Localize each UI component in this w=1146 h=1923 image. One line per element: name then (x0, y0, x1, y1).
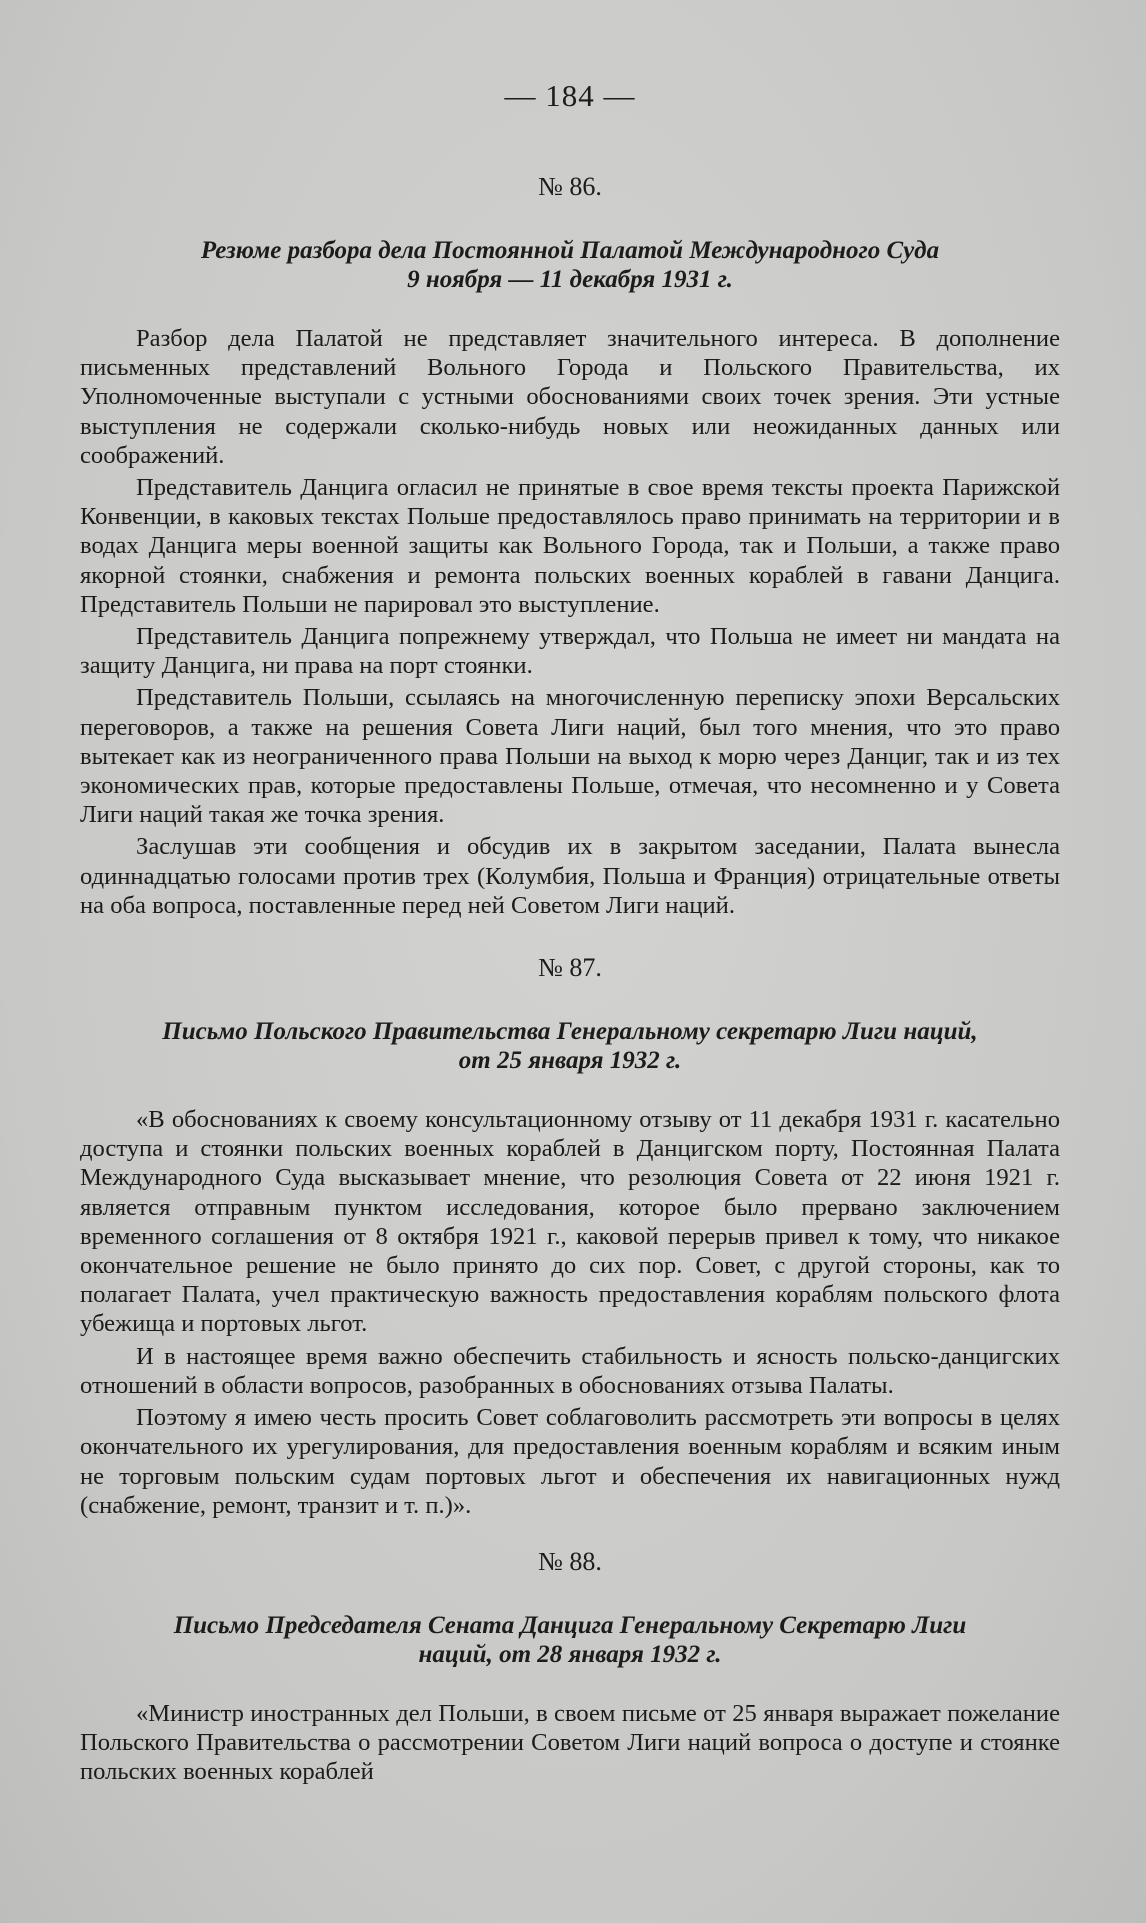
document-title-88 (80, 1611, 1060, 1669)
title-line: Письмо Председателя Сената Данцига Генеральному Секретарю Лиги (173, 1611, 967, 1639)
document-title-86 (80, 236, 1060, 294)
paragraph: Разбор дела Палатой не представляет значительного интереса. В дополнение письменных представлений Вольного Города и Польского Правительства, их Уполномоченные выступали с устными обоснованиями своих точек зрения. Эти устные выступления не содержали сколько-нибудь новых или неожиданных данных или соображений. (80, 325, 1060, 469)
paragraph: Представитель Данцига огласил не принятые в свое время тексты проекта Парижской Конвенции, в каковых текстах Польше предоставлялось право принимать на территории и в водах Данцига меры военной защиты как Вольного Города, так и Польши, а также право якорной стоянки, снабжения и ремонта польских военных кораблей в гавани Данцига. Представитель Польши не парировал это выступление. (80, 474, 1060, 618)
document-title-87 (80, 1017, 1060, 1075)
paragraph: Заслушав эти сообщения и обсудив их в закрытом заседании, Палата вынесла одиннадцатью голосами против трех (Колумбия, Польша и Франция) отрицательные ответы на оба вопроса, поставленные перед ней Советом Лиги наций. (80, 833, 1060, 919)
paragraph: Поэтому я имею честь просить Совет соблаговолить рассмотреть эти вопросы в целях окончательного их урегулирования, для предоставления военным кораблям и всяким иным не торговым польским судам портовых льгот и обеспечения их навигационных нужд (снабжение, ремонт, транзит и т. п.)». (80, 1404, 1060, 1519)
paragraph: «Министр иностранных дел Польши, в своем письме от 25 января выражает пожелание Польского Правительства о рассмотрении Советом Лиги наций вопроса о доступе и стоянке польских военных кораблей (80, 1699, 1060, 1786)
title-line: наций, от 28 января 1932 г. (418, 1640, 722, 1668)
title-line: Письмо Польского Правительства Генеральному секретарю Лиги наций, (162, 1018, 978, 1046)
title-line: от 25 января 1932 г. (458, 1047, 682, 1075)
title-line: Резюме разбора дела Постоянной Палатой Международного Суда (200, 237, 940, 264)
document-number-86: № 86. (538, 172, 602, 201)
document-number-87: № 87. (538, 953, 602, 983)
paragraph: Представитель Польши, ссылаясь на многочисленную переписку эпохи Версальских переговоров, а также на решения Совета Лиги наций, был того мнения, что это право вытекает как из неограниченного права Польши на выход к морю через Данциг, так и из тех экономических прав, которые предоставлены Польше, отмечая, что несомненно и у Совета Лиги наций такая же точка зрения. (80, 684, 1060, 829)
title-line: 9 ноября — 11 декабря 1931 г. (407, 266, 733, 293)
paragraph: «В обоснованиях к своему консультационному отзыву от 11 декабря 1931 г. касательно доступа и стоянки польских военных кораблей в Данцигском порту, Постоянная Палата Международного Суда высказывает мнение, что резолюция Совета от 22 июня 1921 г. является отправным пунктом исследования, которое было прервано заключением временного соглашения от 8 октября 1921 г., каковой перерыв привел к тому, что никакое окончательное решение не было принято до сих пор. Совет, с другой стороны, как то полагает Палата, учел практическую важность предоставления кораблям польского флота убежища и портовых льгот. (80, 1106, 1060, 1338)
page-number: — 184 — (504, 78, 636, 113)
document-number-88: № 88. (538, 1546, 602, 1576)
paragraph: И в настоящее время важно обеспечить стабильность и ясность польско-данцигских отношений в области вопросов, разобранных в обоснованиях отзыва Палаты. (80, 1342, 1060, 1399)
paragraph: Представитель Данцига попрежнему утверждал, что Польша не имеет ни мандата на защиту Данцига, ни права на порт стоянки. (80, 623, 1060, 680)
